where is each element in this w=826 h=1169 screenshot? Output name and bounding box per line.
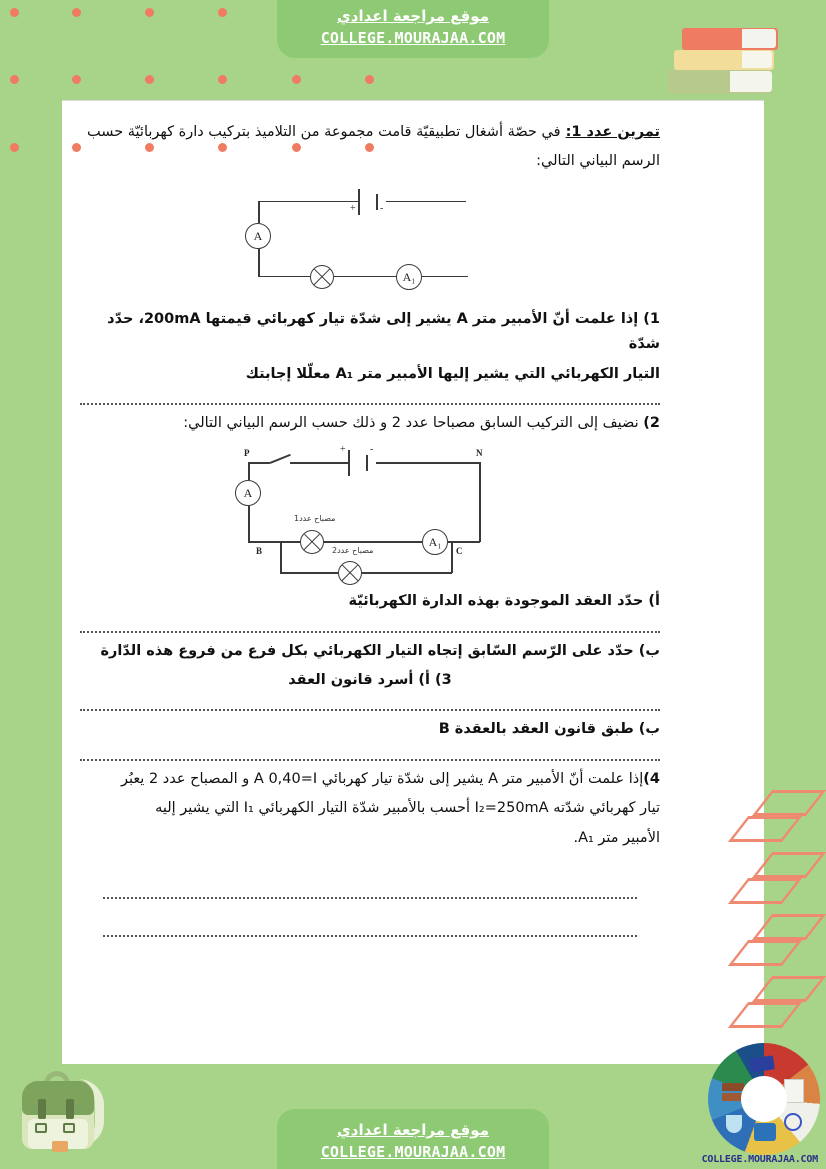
question-3b-text: ب) طبق قانون العقد بالعقدة B <box>438 721 660 738</box>
answer-spacer <box>80 855 660 881</box>
c2-wire-mid-c <box>448 541 480 543</box>
backpack-buckle-left <box>35 1123 47 1133</box>
c1-battery-minus-sign: - <box>380 202 384 214</box>
exercise-title-block <box>80 120 660 145</box>
page-frame-left <box>0 0 62 1169</box>
question-1-line1: إذا علمت أنّ الأمبير متر A يشير إلى شدّة تيار كهربائي قيمتها 200mA، حدّد شدّة <box>107 310 660 353</box>
c2-wire-left-upper <box>248 462 250 480</box>
c2-lamp-1 <box>300 530 324 554</box>
answer-spacer-2 <box>80 905 660 919</box>
book-stack-icon <box>664 20 804 100</box>
dot-decoration <box>145 75 154 84</box>
c1-wire-bottom-right <box>422 276 468 278</box>
dot-decoration <box>10 143 19 152</box>
dot-decoration <box>145 8 154 17</box>
chevron-shape <box>752 914 826 940</box>
worksheet-content <box>80 120 660 943</box>
c1-battery-long-plate <box>358 189 360 215</box>
question-2-text: نضيف إلى التركيب السابق مصباحا عدد 2 و ذلك حسب الرسم البياني التالي: <box>183 414 639 431</box>
c2-ammeter-one <box>422 529 448 555</box>
question-4-line1: إذا علمت أنّ الأمبير متر A يشير إلى شدّة تيار كهربائي A 0,40=I و المصباح عدد 2 يعبُر <box>120 770 644 787</box>
chevron-shape <box>752 790 826 816</box>
graduation-cap-icon <box>749 1055 775 1072</box>
book-icon-1 <box>722 1083 744 1091</box>
c2-ammeter-one-label: A₁ <box>428 535 442 550</box>
answer-line-2[interactable] <box>80 619 660 633</box>
question-1-number: 1 <box>649 310 660 327</box>
dot-decoration <box>72 75 81 84</box>
exercise-intro-line2: الرسم البياني التالي: <box>536 153 660 170</box>
c2-wire-lower-left <box>280 541 282 573</box>
question-2a-text: أ) حدّد العقد الموجودة بهذه الدارة الكهربائيّة <box>348 593 660 610</box>
site-name-arabic-bottom: موقع مراجعة اعدادي <box>337 1121 489 1139</box>
question-2-block: 2) نضيف إلى التركيب السابق مصباحا عدد 2 و ذلك حسب الرسم البياني التالي: <box>80 411 660 436</box>
backpack-clip-left <box>38 1099 46 1119</box>
question-4-block: 4)إذا علمت أنّ الأمبير متر A يشير إلى شدّة تيار كهربائي A 0,40=I و المصباح عدد 2 يعبُر <box>80 767 660 792</box>
c2-wire-lower-b <box>362 572 452 574</box>
chevron-shape <box>752 852 826 878</box>
c2-wire-lower-right <box>451 541 453 573</box>
c2-battery-short-plate <box>366 455 368 471</box>
exercise-title-label: تمرين عدد 1: <box>565 124 660 140</box>
watermark-url: COLLEGE.MOURAJAA.COM <box>701 1154 818 1165</box>
c2-ammeter-main: A <box>235 480 261 506</box>
backpack-flap <box>22 1081 94 1115</box>
answer-line-6[interactable] <box>103 923 637 937</box>
chevron-shape <box>728 940 802 966</box>
backpack-tag <box>52 1141 68 1152</box>
question-4-line2: تيار كهربائي شدّته I₂=250mA أحسب بالأمبير شدّة التيار الكهربائي I₁ التي يشير إليه <box>155 800 660 817</box>
c2-wire-top-b <box>290 462 348 464</box>
notebook-icon <box>784 1079 804 1103</box>
backpack-icon <box>16 1061 112 1157</box>
chevron-decoration <box>736 790 816 1040</box>
c2-wire-mid-a <box>248 541 300 543</box>
c1-wire-top-left <box>258 201 358 203</box>
wheel-center <box>741 1076 787 1122</box>
c2-switch[interactable] <box>270 454 291 464</box>
dot-decoration <box>218 8 227 17</box>
question-2b-text: ب) حدّد على الرّسم السّابق إتجاه التيار الكهربائي بكل فرع من فروع هذه الدّارة <box>100 642 660 659</box>
site-url-bottom: COLLEGE.MOURAJAA.COM <box>320 1142 506 1161</box>
c1-battery-short-plate <box>376 194 378 210</box>
education-wheel-icon <box>708 1043 820 1155</box>
c2-wire-right <box>479 462 481 542</box>
c1-wire-bottom-mid <box>334 276 396 278</box>
dot-decoration <box>10 8 19 17</box>
backpack-buckle-right <box>63 1123 75 1133</box>
c2-wire-lower-a <box>280 572 338 574</box>
book-green-pages <box>730 71 772 92</box>
circuit-diagram-1 <box>230 187 510 297</box>
c1-wire-left-upper <box>258 201 260 223</box>
c2-wire-mid-b <box>324 541 422 543</box>
c2-lamp-1-caption: مصباح عدد1 <box>294 514 336 524</box>
c1-wire-left-lower <box>258 249 260 277</box>
question-4-line3: الأمبير متر A₁. <box>573 829 660 846</box>
question-4-number: 4 <box>649 770 660 787</box>
chevron-shape <box>728 1002 802 1028</box>
c2-lamp-2-caption: مصباح عدد2 <box>332 546 374 556</box>
site-name-arabic-top: موقع مراجعة اعدادي <box>337 7 489 25</box>
c1-ammeter-one-label: A₁ <box>402 269 416 284</box>
question-1-line2: التيار الكهربائي التي يشير إليها الأمبير متر A₁ معلّلا إجابتك <box>245 365 660 382</box>
flask-icon <box>726 1115 742 1133</box>
circuit-diagram-2 <box>220 446 520 581</box>
answer-line-1[interactable] <box>80 391 660 405</box>
question-2-number: 2 <box>649 414 660 431</box>
c2-battery-minus-sign: - <box>370 444 374 456</box>
dot-decoration <box>292 75 301 84</box>
c1-ammeter-one <box>396 264 422 290</box>
chevron-shape <box>728 816 802 842</box>
site-url-top: COLLEGE.MOURAJAA.COM <box>320 28 506 47</box>
chevron-shape <box>728 878 802 904</box>
site-banner-bottom <box>277 1109 549 1169</box>
globe-icon <box>754 1123 776 1141</box>
c1-wire-bottom-left <box>258 276 310 278</box>
question-1-block: 1) إذا علمت أنّ الأمبير متر A يشير إلى شدّة تيار كهربائي قيمتها 200mA، حدّد شدّة <box>80 307 660 358</box>
backpack-clip-right <box>66 1099 74 1119</box>
c2-wire-top-c <box>376 462 480 464</box>
dot-decoration <box>218 75 227 84</box>
exercise-intro-line1: في حصّة أشغال تطبيقيّة قامت مجموعة من التلاميذ بتركيب دارة كهربائيّة حسب <box>87 124 561 140</box>
c2-wire-left-lower <box>248 506 250 542</box>
chevron-shape <box>752 976 826 1002</box>
answer-line-3[interactable] <box>80 697 660 711</box>
answer-line-5[interactable] <box>103 885 637 899</box>
c2-node-label-n: N <box>476 448 483 459</box>
c2-node-label-p: P <box>244 448 250 459</box>
book-yellow-pages <box>742 51 772 68</box>
dot-decoration <box>365 75 374 84</box>
answer-line-4[interactable] <box>80 747 660 761</box>
c1-ammeter-main: A <box>245 223 271 249</box>
book-red-pages <box>742 29 776 48</box>
dot-decoration <box>72 8 81 17</box>
site-banner-top <box>277 0 549 58</box>
c2-node-label-b: B <box>256 546 263 557</box>
c2-wire-top-a <box>248 462 270 464</box>
c2-battery-long-plate <box>348 450 350 476</box>
c1-wire-top-right <box>386 201 466 203</box>
c1-lamp <box>310 265 334 289</box>
atom-icon <box>784 1113 802 1131</box>
c2-battery-plus-sign: + <box>340 444 346 456</box>
dot-decoration <box>10 75 19 84</box>
question-3a-text: 3) أ) أسرد قانون العقد <box>288 672 452 688</box>
c1-battery-plus-sign: + <box>350 202 356 214</box>
c2-node-label-c: C <box>456 546 463 557</box>
c2-lamp-2 <box>338 561 362 585</box>
